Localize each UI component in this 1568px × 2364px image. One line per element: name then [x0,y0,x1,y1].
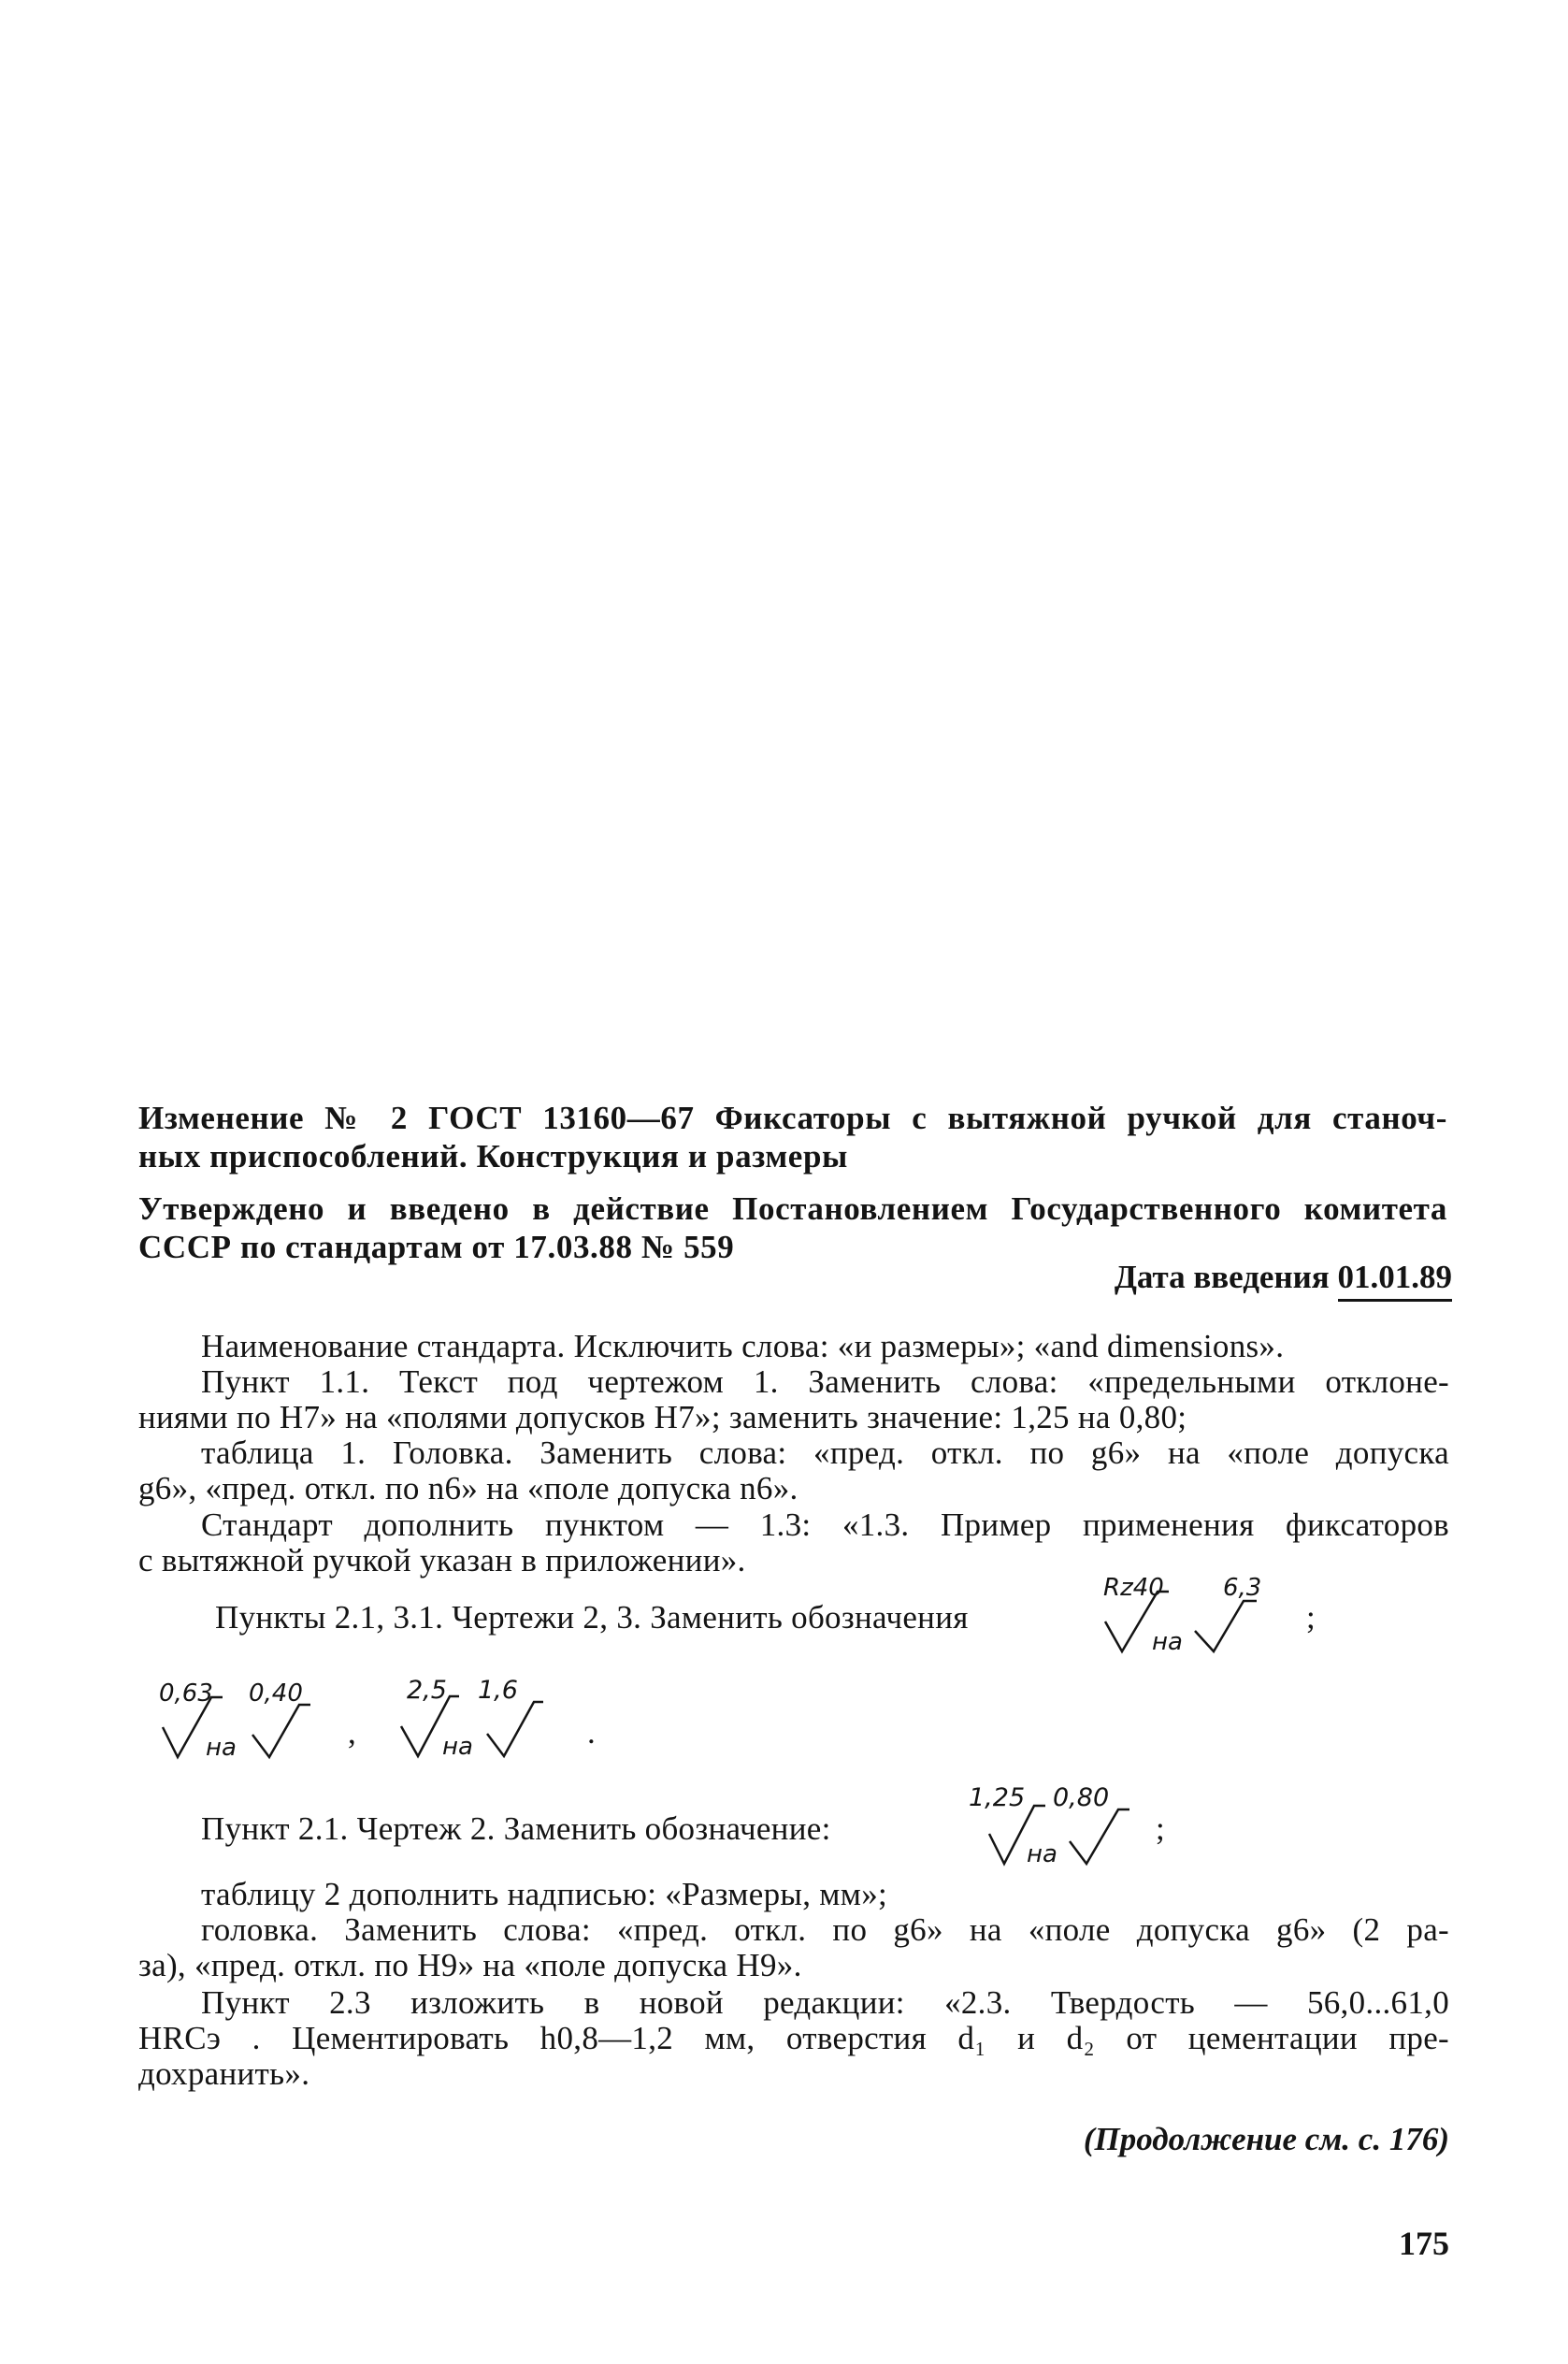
title-line-2: ных приспособлений. Конструкция и размеры [138,1138,848,1175]
date-value: 01.01.89 [1338,1259,1453,1302]
symbol-semicolon-2: ; [1156,1810,1166,1847]
paragraph-2-3-line-3: дохранить». [138,2055,310,2092]
symbol-left-value: 2,5 [407,1676,447,1705]
paragraph-head-line-1: головка. Заменить слова: «пред. откл. по g6» на «поле допуска g6» (2 ра- [201,1911,1449,1948]
symbol-comma: , [348,1714,357,1751]
paragraph-1-3-line-2: с вытяжной ручкой указан в приложении». [138,1542,746,1578]
approved-line-1: Утверждено и введено в действие Постановлением Государственного комитета [138,1190,1447,1227]
date-label: Дата введения [1114,1259,1330,1295]
symbol-left-value: Rz40 [1103,1574,1164,1602]
symbol-right-value: 0,40 [249,1679,303,1708]
title-line-1: Изменение № 2 ГОСТ 13160—67 Фиксаторы с вытяжной ручкой для станоч- [138,1100,1447,1136]
introduction-date [1115,1259,1452,1296]
paragraph-head-line-2: за), «пред. откл. по Н9» на «поле допуска Н9». [138,1947,802,1983]
symbol-right-value: 1,6 [478,1676,518,1705]
symbol-period: . [587,1714,597,1751]
paragraph-2-1-drawing-2: Пункт 2.1. Чертеж 2. Заменить обозначение: [201,1810,831,1847]
paragraph-table2: таблицу 2 дополнить надписью: «Размеры, мм»; [201,1876,888,1912]
na-label: на [1027,1840,1057,1868]
continuation-note: (Продолжение см. с. 176) [1083,2121,1449,2157]
symbol-left-value: 0,63 [159,1679,213,1708]
symbol-semicolon-1: ; [1306,1599,1316,1636]
paragraph-table1-line-2: g6», «пред. откл. по n6» на «поле допуска n6». [138,1470,798,1506]
roughness-symbol-rz40-6-3 [1103,1573,1290,1662]
paragraph-2-3-line-2: HRCэ . Цементировать h0,8—1,2 мм, отверстия d₁ и d₂ от цементации пре- [138,2020,1449,2056]
paragraph-2-1-3-1: Пункты 2.1, 3.1. Чертежи 2, 3. Заменить обозначения [215,1599,969,1636]
na-label: на [442,1733,473,1761]
roughness-symbol-1-25-0-80 [969,1781,1156,1875]
symbol-right-value: 6,3 [1223,1574,1262,1602]
paragraph-2-3-line-1: Пункт 2.3 изложить в новой редакции: «2.3. Твердость — 56,0...61,0 [201,1984,1449,2021]
paragraph-table1-line-1: таблица 1. Головка. Заменить слова: «пред. откл. по g6» на «поле допуска [201,1434,1449,1471]
paragraph-1-1-line-2: ниями по Н7» на «полями допусков Н7»; заменить значение: 1,25 на 0,80; [138,1399,1187,1435]
paragraph-name: Наименование стандарта. Исключить слова: «и размеры»; «and dimensions». [201,1328,1285,1364]
roughness-symbol-0-63-0-40 [159,1679,346,1767]
approved-line-2: СССР по стандартам от 17.03.88 № 559 [138,1229,735,1265]
paragraph-1-1-line-1: Пункт 1.1. Текст под чертежом 1. Заменить слова: «предельными отклоне- [201,1363,1449,1400]
paragraph-1-3-line-1: Стандарт дополнить пунктом — 1.3: «1.3. Пример применения фиксаторов [201,1506,1449,1543]
symbol-right-value: 0,80 [1053,1783,1110,1812]
na-label: на [1152,1628,1183,1656]
na-label: на [206,1734,237,1762]
page-number: 175 [1399,2225,1449,2262]
roughness-symbol-2-5-1-6 [397,1674,566,1767]
symbol-left-value: 1,25 [969,1783,1026,1812]
